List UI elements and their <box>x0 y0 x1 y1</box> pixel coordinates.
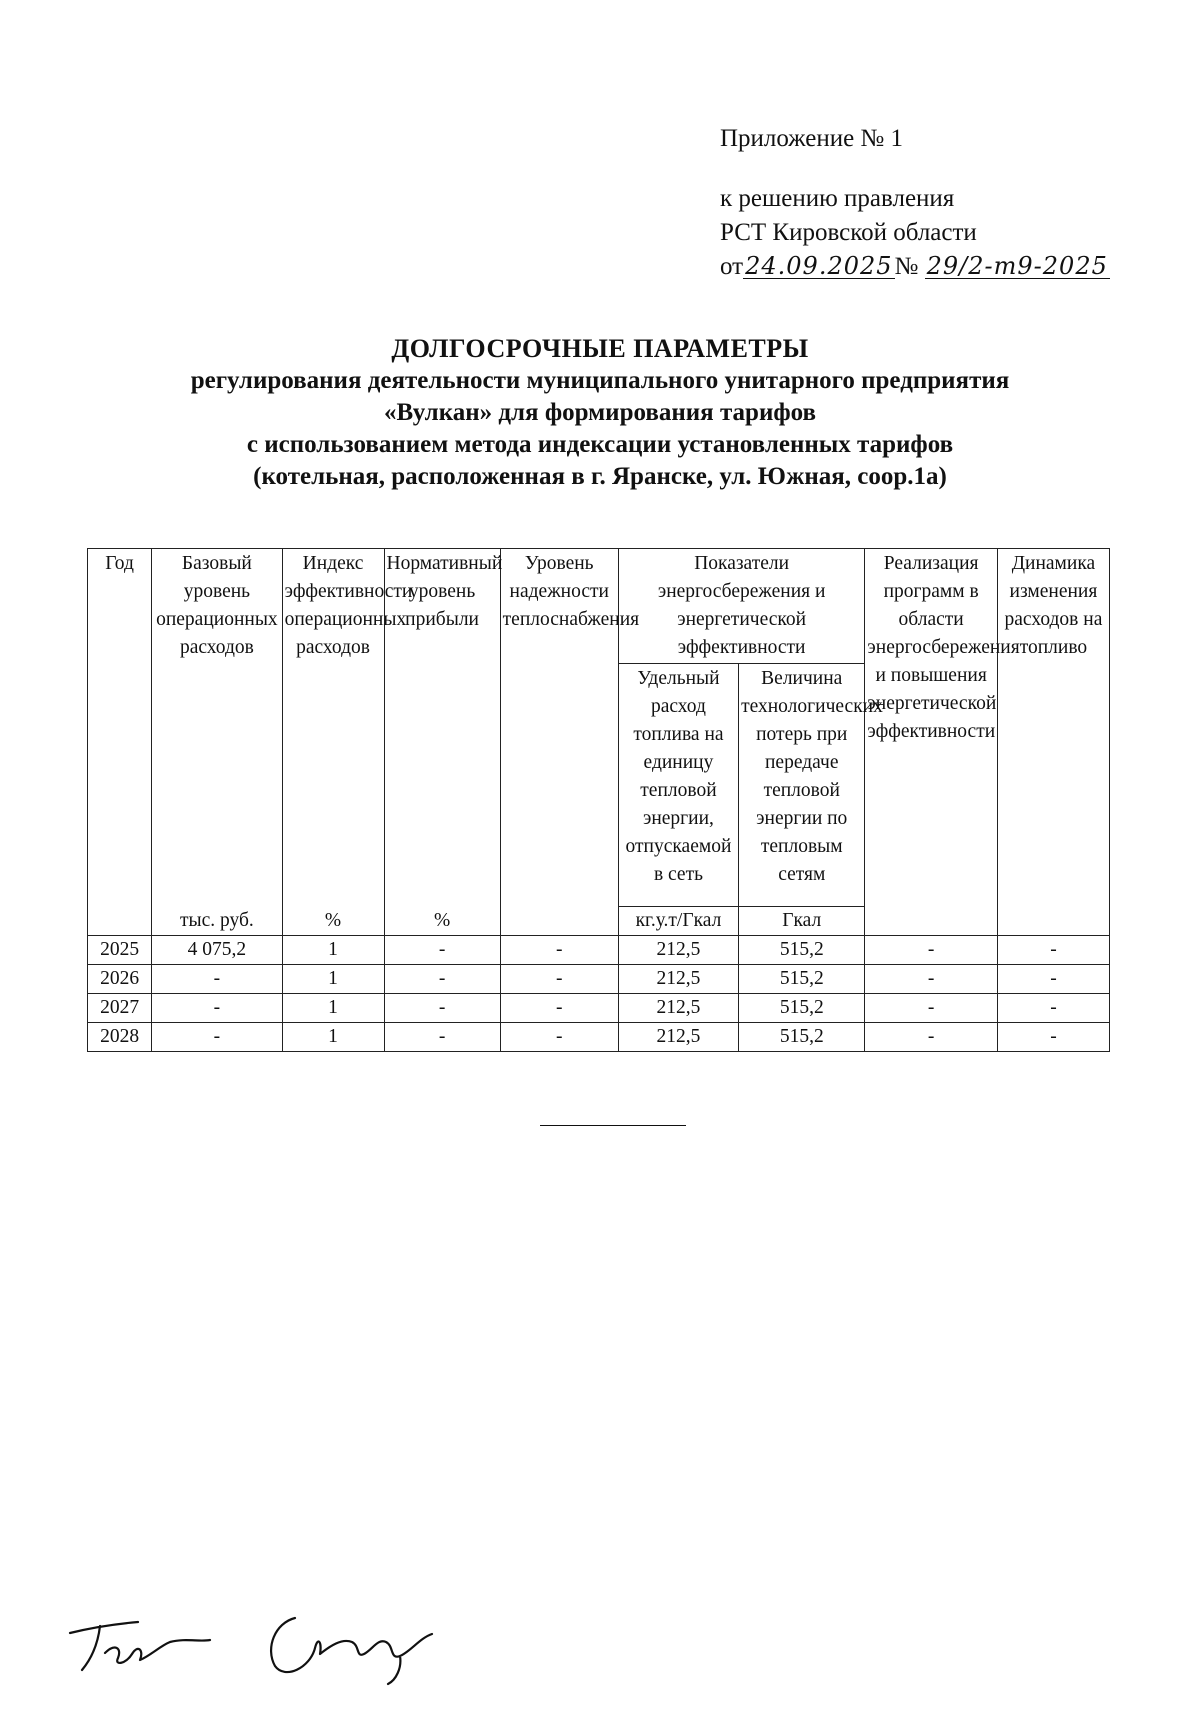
table-row <box>88 936 1110 965</box>
header-year: Год <box>88 549 152 936</box>
header-row-1 <box>88 549 1110 664</box>
cell-fuel-dynamics: - <box>997 965 1109 994</box>
cell-fuel-rate: 212,5 <box>618 965 738 994</box>
heading-line-4: с использованием метода индексации установленных тарифов <box>246 431 954 458</box>
cell-efficiency-index: 1 <box>282 994 384 1023</box>
heading-line-3: «Вулкан» для формирования тарифов <box>383 399 817 426</box>
header-losses: Величина технологических потерь при передаче тепловой энергии по тепловым сетям <box>739 664 865 907</box>
cell-year: 2028 <box>88 1023 152 1052</box>
signatures <box>60 1598 460 1688</box>
cell-reliability: - <box>500 1023 618 1052</box>
cell-reliability: - <box>500 936 618 965</box>
cell-fuel-dynamics: - <box>997 994 1109 1023</box>
cell-losses: 515,2 <box>739 994 865 1023</box>
cell-fuel-dynamics: - <box>997 936 1109 965</box>
cell-programs: - <box>865 1023 997 1052</box>
cell-efficiency-index: 1 <box>282 1023 384 1052</box>
cell-reliability: - <box>500 994 618 1023</box>
heading-line-2: регулирования деятельности муниципального унитарного предприятия <box>190 367 1010 394</box>
table-row <box>88 1023 1110 1052</box>
header-efficiency-index: Индекс эффективности операционных расходов <box>282 549 384 907</box>
unit-fuel-rate: кг.у.т/Гкал <box>618 907 738 936</box>
number-prefix: № <box>894 253 919 280</box>
heading-line-5: (котельная, расположенная в г. Яранске, ул. Южная, соор.1а) <box>253 463 947 490</box>
appendix-date-number <box>720 250 1110 284</box>
cell-losses: 515,2 <box>739 965 865 994</box>
cell-base-costs: 4 075,2 <box>152 936 282 965</box>
handwritten-date: 24.09.2025 <box>745 252 893 280</box>
cell-year: 2027 <box>88 994 152 1023</box>
cell-fuel-rate: 212,5 <box>618 1023 738 1052</box>
cell-base-costs: - <box>152 1023 282 1052</box>
header-fuel-rate: Удельный расход топлива на единицу тепловой энергии, отпускаемой в сеть <box>618 664 738 907</box>
cell-programs: - <box>865 936 997 965</box>
cell-programs: - <box>865 965 997 994</box>
appendix-decision: к решению правления <box>720 185 955 212</box>
end-separator-line <box>540 1125 686 1126</box>
unit-efficiency-index: % <box>282 907 384 936</box>
header-reliability: Уровень надежности теплоснабжения <box>500 549 618 936</box>
cell-reliability: - <box>500 965 618 994</box>
signature-2 <box>271 1618 432 1684</box>
header-base-costs: Базовый уровень операционных расходов <box>152 549 282 907</box>
cell-profit: - <box>384 994 500 1023</box>
appendix-title: Приложение № 1 <box>720 125 904 152</box>
handwritten-number: 29/2-т9-2025 <box>926 252 1108 280</box>
appendix-authority: РСТ Кировской области <box>720 219 977 246</box>
cell-efficiency-index: 1 <box>282 965 384 994</box>
cell-losses: 515,2 <box>739 936 865 965</box>
cell-fuel-dynamics: - <box>997 1023 1109 1052</box>
cell-profit: - <box>384 936 500 965</box>
cell-profit: - <box>384 1023 500 1052</box>
cell-fuel-rate: 212,5 <box>618 994 738 1023</box>
header-programs: Реализация программ в области энергосбережения и повышения энергетической эффективности <box>865 549 997 936</box>
cell-profit: - <box>384 965 500 994</box>
header-energy-group: Показатели энергосбережения и энергетической эффективности <box>618 549 865 664</box>
unit-losses: Гкал <box>739 907 865 936</box>
cell-year: 2026 <box>88 965 152 994</box>
cell-programs: - <box>865 994 997 1023</box>
cell-fuel-rate: 212,5 <box>618 936 738 965</box>
appendix-block <box>720 122 1110 284</box>
cell-base-costs: - <box>152 965 282 994</box>
parameters-table <box>87 548 1110 1052</box>
heading-title: ДОЛГОСРОЧНЫЕ ПАРАМЕТРЫ <box>391 334 809 363</box>
cell-base-costs: - <box>152 994 282 1023</box>
unit-base-costs: тыс. руб. <box>152 907 282 936</box>
unit-profit: % <box>384 907 500 936</box>
signature-1 <box>70 1622 210 1670</box>
cell-efficiency-index: 1 <box>282 936 384 965</box>
cell-losses: 515,2 <box>739 1023 865 1052</box>
header-fuel-dynamics: Динамика изменения расходов на топливо <box>997 549 1109 936</box>
header-profit: Нормативный уровень прибыли <box>384 549 500 907</box>
table-row <box>88 965 1110 994</box>
date-prefix: от <box>720 253 744 280</box>
document-heading <box>90 333 1110 493</box>
cell-year: 2025 <box>88 936 152 965</box>
table-row <box>88 994 1110 1023</box>
